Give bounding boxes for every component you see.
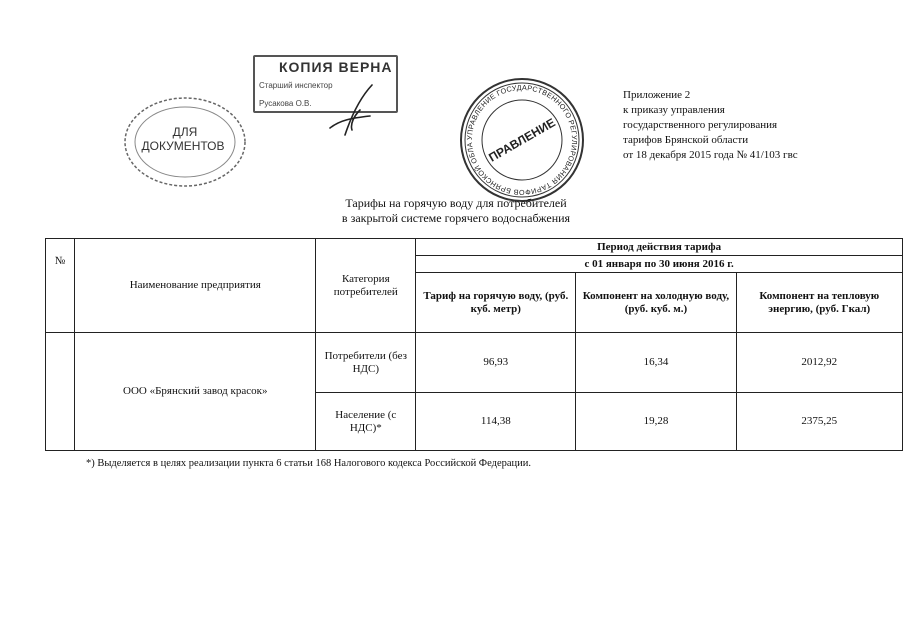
row-heat-component: 2012,92 (736, 333, 902, 393)
official-seal (459, 77, 585, 203)
copy-true-stamp-name: Русакова О.В. (259, 99, 312, 108)
copy-true-stamp-title: КОПИЯ ВЕРНА (279, 59, 393, 75)
row-number-cell (46, 333, 75, 451)
appendix-line-5: от 18 декабря 2015 года № 41/103 гвс (623, 149, 798, 161)
signature-scribble (300, 80, 390, 140)
row-hot-water-tariff: 114,38 (416, 393, 576, 451)
for-documents-stamp (120, 90, 250, 190)
copy-true-stamp-position: Старший инспектор (259, 81, 333, 90)
row-category: Население (с НДС)* (316, 393, 416, 451)
appendix-line-3: государственного регулирования (623, 119, 778, 131)
table-header-row-1 (46, 239, 903, 256)
title-line-2: в закрытой системе горячего водоснабжения (341, 211, 571, 225)
row-hot-water-tariff: 96,93 (416, 333, 576, 393)
table-row (46, 333, 903, 393)
seal-ring-text: УПРАВЛЕНИЕ ГОСУДАРСТВЕННОГО РЕГУЛИРОВАНИЯ ТАРИФОВ БРЯНСКОЙ ОБЛА (464, 82, 580, 198)
header-company: Наименование предприятия (75, 239, 316, 333)
header-hot-water-tariff: Тариф на горячую воду, (руб. куб. метр) (416, 273, 576, 333)
company-name: ООО «Брянский завод красок» (75, 333, 316, 451)
stamp-round-line1: ДЛЯ (172, 125, 198, 139)
seal-center-text: ПРАВЛЕНИЕ (486, 115, 558, 165)
header-number: № (46, 239, 75, 333)
header-heat-component: Компонент на тепловую энергию, (руб. Гкал) (736, 273, 902, 333)
title-line-1: Тарифы на горячую воду для потребителей (345, 196, 567, 210)
header-period: Период действия тарифа (416, 239, 903, 256)
appendix-line-4: тарифов Брянской области (623, 134, 749, 146)
footnote: *) Выделяется в целях реализации пункта 6 статьи 168 Налогового кодекса Российской Федерации. (86, 458, 532, 469)
stamp-round-line2: ДОКУМЕНТОВ (141, 139, 225, 153)
row-cold-water-component: 16,34 (576, 333, 736, 393)
row-cold-water-component: 19,28 (576, 393, 736, 451)
row-category: Потребители (без НДС) (316, 333, 416, 393)
header-cold-water-component: Компонент на холодную воду, (руб. куб. м.) (576, 273, 736, 333)
appendix-line-2: к приказу управления (623, 104, 725, 116)
appendix-line-1: Приложение 2 (623, 89, 691, 101)
row-heat-component: 2375,25 (736, 393, 902, 451)
document-title (300, 196, 612, 226)
appendix-header (623, 88, 893, 163)
header-category: Категория потребителей (316, 239, 416, 333)
header-dates: с 01 января по 30 июня 2016 г. (416, 256, 903, 273)
for-documents-stamp-graphic (120, 90, 250, 190)
tariff-table (45, 238, 903, 451)
